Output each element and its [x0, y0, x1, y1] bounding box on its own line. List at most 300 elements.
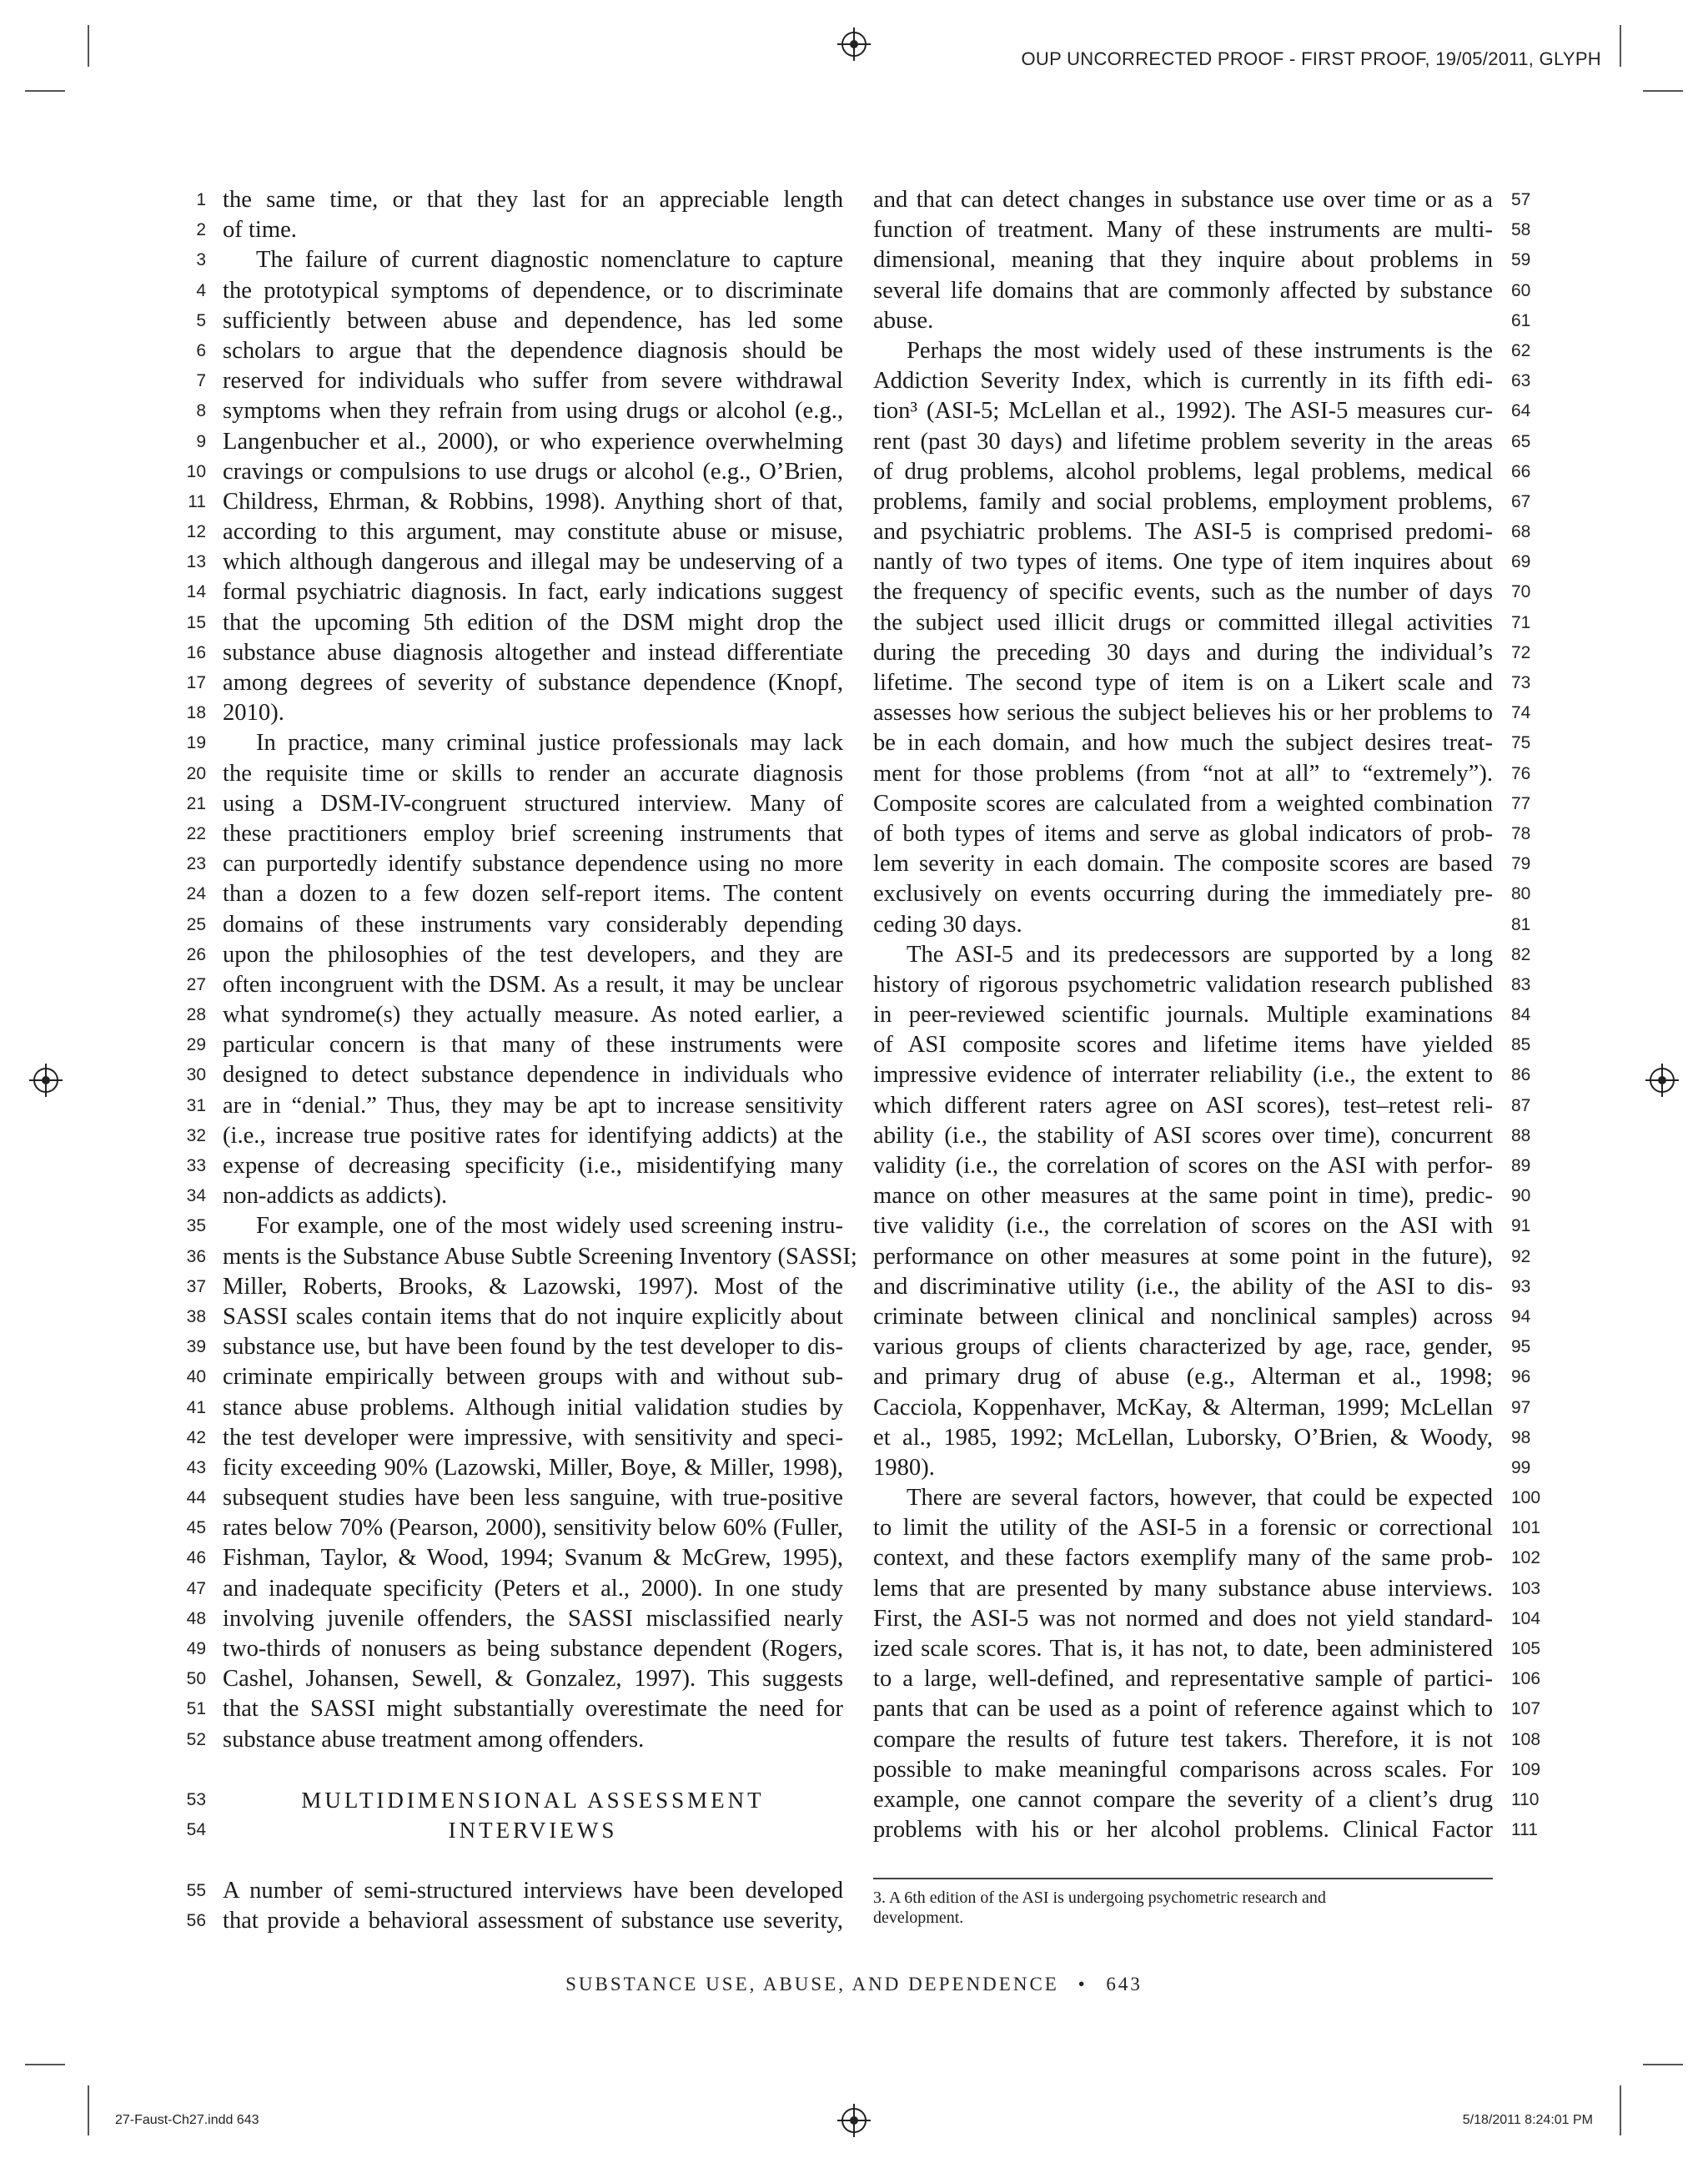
line-number: 28: [186, 1005, 206, 1025]
text-line: [188, 487, 843, 517]
line-number: 69: [1511, 552, 1531, 572]
line-number: 78: [1511, 823, 1531, 843]
line-number: 82: [1511, 944, 1531, 964]
line-number: 44: [186, 1488, 206, 1508]
line-text: lem severity in each domain. The composite scores are based: [873, 851, 1493, 878]
text-line: [186, 1543, 843, 1573]
text-line: [186, 1091, 843, 1121]
text-line: [186, 1906, 843, 1936]
text-line: [186, 1211, 843, 1241]
line-text: be in each domain, and how much the subject desires treat-: [873, 730, 1493, 757]
line-number: 64: [1511, 401, 1531, 421]
registration-mark-right: [1650, 1068, 1675, 1093]
text-line: [873, 1151, 1531, 1181]
line-number: 18: [186, 703, 206, 723]
line-text: criminate between clinical and nonclinical samples) across: [873, 1303, 1493, 1330]
line-text: context, and these factors exemplify many of the same prob-: [873, 1545, 1493, 1572]
line-number: 33: [186, 1156, 206, 1175]
line-number: 43: [186, 1457, 206, 1477]
line-text: Langenbucher et al., 2000), or who experience overwhelming: [223, 428, 843, 455]
line-text: performance on other measures at some point in the future),: [873, 1243, 1493, 1270]
text-line: [186, 1634, 843, 1664]
text-line: [223, 1755, 843, 1785]
line-number: 52: [186, 1729, 206, 1749]
line-text: during the preceding 30 days and during the individual’s: [873, 639, 1493, 666]
line-text: Addiction Severity Index, which is currently in its fifth edi-: [873, 368, 1493, 395]
line-text: the test developer were impressive, with sensitivity and speci-: [223, 1424, 843, 1451]
text-line: [873, 1543, 1541, 1573]
line-text: pants that can be used as a point of reference against which to: [873, 1696, 1493, 1723]
text-line: [186, 698, 843, 728]
text-line: [186, 789, 843, 819]
text-line: [196, 215, 843, 245]
text-line: [873, 1694, 1541, 1724]
line-number: 98: [1511, 1427, 1531, 1447]
text-line: [196, 245, 843, 275]
footnote-rule: [873, 1878, 1493, 1879]
line-text: involving juvenile offenders, the SASSI misclassified nearly: [223, 1605, 843, 1632]
registration-mark-bottom: [841, 2108, 867, 2133]
text-line: [873, 547, 1531, 577]
line-number: 32: [186, 1125, 206, 1145]
line-text: symptoms when they refrain from using drugs or alcohol (e.g.,: [223, 398, 843, 425]
line-text: that the upcoming 5th edition of the DSM might drop the: [223, 609, 843, 636]
line-text: can purportedly identify substance dependence using no more: [223, 851, 843, 878]
line-number: 77: [1511, 793, 1531, 813]
text-line: [873, 608, 1531, 638]
line-text: lifetime. The second type of item is on a Likert scale and: [873, 670, 1493, 696]
line-text: et al., 1985, 1992; McLellan, Luborsky, O’Brien, & Woody,: [873, 1424, 1493, 1451]
text-line: [873, 1332, 1531, 1362]
footer-bullet: •: [1078, 1974, 1088, 1995]
left-column: [186, 185, 857, 1936]
line-number: 75: [1511, 733, 1531, 753]
line-text: The ASI-5 and its predecessors are supported by a long: [907, 941, 1493, 968]
line-number: 101: [1511, 1518, 1541, 1538]
text-line: [186, 759, 843, 789]
line-number: 76: [1511, 763, 1531, 783]
text-line: [186, 457, 843, 487]
line-number: 24: [186, 884, 206, 904]
line-text: lems that are presented by many substance abuse interviews.: [873, 1575, 1493, 1602]
line-number: 50: [186, 1669, 206, 1689]
line-number: 7: [196, 371, 206, 391]
line-number: 35: [186, 1216, 206, 1236]
line-text: ment for those problems (from “not at all” to “extremely”).: [873, 760, 1493, 787]
footnote-line-1: 3. A 6th edition of the ASI is undergoing psychometric research and: [873, 1889, 1326, 1907]
line-text: Composite scores are calculated from a weighted combination: [873, 790, 1493, 817]
text-line: [873, 970, 1531, 1000]
text-line: [186, 1272, 843, 1302]
line-text: among degrees of severity of substance dependence (Knopf,: [223, 670, 843, 696]
line-text: impressive evidence of interrater reliability (i.e., the extent to: [873, 1062, 1493, 1089]
text-line: [186, 1876, 843, 1906]
text-line: [186, 577, 843, 607]
line-text: exclusively on events occurring during the immediately pre-: [873, 881, 1493, 908]
line-number: 79: [1511, 854, 1531, 874]
line-number: 84: [1511, 1005, 1531, 1025]
text-line: [873, 276, 1531, 306]
line-text: of ASI composite scores and lifetime items have yielded: [873, 1032, 1493, 1059]
line-text: Perhaps the most widely used of these instruments is the: [907, 337, 1493, 364]
line-text: than a dozen to a few dozen self-report items. The content: [223, 881, 843, 908]
line-number: 27: [186, 974, 206, 994]
line-text: several life domains that are commonly affected by substance: [873, 277, 1493, 304]
text-line: [873, 759, 1531, 789]
text-line: [186, 879, 843, 909]
line-text: dimensional, meaning that they inquire about problems in: [873, 247, 1493, 274]
line-number: 66: [1511, 461, 1531, 481]
line-number: 58: [1511, 220, 1531, 240]
line-number: 9: [196, 431, 206, 451]
line-text: 2010).: [223, 700, 284, 727]
text-line: [186, 1725, 843, 1755]
line-text: sufficiently between abuse and dependence, has led some: [223, 307, 843, 334]
line-number: 41: [186, 1397, 206, 1417]
line-text: criminate empirically between groups with and without sub-: [223, 1364, 843, 1391]
text-line: [873, 1393, 1531, 1423]
page-number: 643: [1106, 1974, 1143, 1995]
line-text: and inadequate specificity (Peters et al., 2000). In one study: [223, 1575, 843, 1602]
text-line: [873, 1000, 1531, 1030]
crop-mark-right-top: [1643, 90, 1683, 92]
line-number: 4: [196, 280, 206, 300]
text-line: [873, 1060, 1531, 1090]
line-number: 72: [1511, 642, 1531, 662]
line-number: 71: [1511, 612, 1531, 632]
line-number: 8: [196, 401, 206, 421]
text-line: [873, 668, 1531, 698]
line-number: 47: [186, 1578, 206, 1598]
line-number: 88: [1511, 1125, 1531, 1145]
crop-mark-bottom-right: [1620, 2085, 1621, 2135]
footnote-line-2: development.: [873, 1909, 964, 1927]
text-line: [186, 1393, 843, 1423]
line-number: 11: [188, 491, 206, 511]
slug-timestamp: 5/18/2011 8:24:01 PM: [1462, 2113, 1593, 2127]
line-number: 45: [186, 1518, 206, 1538]
line-number: 19: [186, 733, 206, 753]
line-text: non-addicts as addicts).: [223, 1183, 448, 1210]
crop-mark-left-top: [25, 90, 65, 92]
text-line: [873, 336, 1531, 366]
line-text: two-thirds of nonusers as being substance dependent (Rogers,: [223, 1636, 843, 1662]
line-text: particular concern is that many of these instruments were: [223, 1032, 843, 1059]
line-number: 57: [1511, 190, 1531, 209]
text-line: [873, 879, 1531, 909]
text-line: [186, 940, 843, 970]
registration-mark-left: [33, 1068, 58, 1093]
line-number: 55: [186, 1880, 206, 1900]
line-text: problems with his or her alcohol problems. Clinical Factor: [873, 1817, 1493, 1844]
text-line: [873, 728, 1531, 758]
line-text: various groups of clients characterized by age, race, gender,: [873, 1334, 1493, 1361]
line-number: 94: [1511, 1306, 1531, 1326]
text-line: [186, 1513, 843, 1543]
line-number: 21: [186, 793, 206, 813]
line-text: substance use, but have been found by the test developer to dis-: [223, 1334, 843, 1361]
crop-mark-top-left: [88, 25, 89, 67]
line-text: example, one cannot compare the severity of a client’s drug: [873, 1786, 1493, 1813]
line-number: 56: [186, 1910, 206, 1930]
line-number: 111: [1511, 1820, 1538, 1840]
line-text: in peer-reviewed scientific journals. Multiple examinations: [873, 1002, 1493, 1029]
line-text: substance abuse diagnosis altogether and instead differentiate: [223, 639, 843, 666]
text-line: [186, 1030, 843, 1060]
line-text: which different raters agree on ASI scores), test–retest reli-: [873, 1092, 1493, 1119]
text-line: [873, 910, 1531, 940]
line-text: compare the results of future test takers. Therefore, it is not: [873, 1726, 1493, 1753]
text-line: [873, 1785, 1540, 1815]
line-number: 20: [186, 763, 206, 783]
text-line: [186, 1664, 843, 1694]
line-text: the subject used illicit drugs or committed illegal activities: [873, 609, 1493, 636]
line-number: 99: [1511, 1457, 1531, 1477]
text-line: [196, 276, 843, 306]
line-number: 110: [1511, 1789, 1540, 1809]
text-line: [186, 728, 843, 758]
text-line: [186, 1453, 843, 1483]
line-text: domains of these instruments vary considerably depending: [223, 911, 843, 938]
text-line: [186, 668, 843, 698]
text-line: [186, 1121, 843, 1151]
line-number: 68: [1511, 522, 1531, 542]
line-text: SASSI scales contain items that do not inquire explicitly about: [223, 1303, 843, 1330]
text-line: [873, 940, 1531, 970]
line-number: 81: [1511, 914, 1531, 934]
text-line: [196, 396, 843, 426]
line-number: 97: [1511, 1397, 1531, 1417]
line-number: 5: [196, 310, 206, 330]
line-number: 48: [186, 1608, 206, 1628]
line-text: (i.e., increase true positive rates for identifying addicts) at the: [223, 1122, 843, 1149]
line-number: 6: [196, 340, 206, 360]
line-number: 16: [186, 642, 206, 662]
line-text: and psychiatric problems. The ASI-5 is comprised predomi-: [873, 519, 1493, 546]
line-text: Fishman, Taylor, & Wood, 1994; Svanum & McGrew, 1995),: [223, 1545, 843, 1572]
line-text: ments is the Substance Abuse Subtle Screening Inventory (SASSI;: [223, 1243, 857, 1270]
line-number: 46: [186, 1548, 206, 1568]
text-line: [873, 1121, 1531, 1151]
text-line: [873, 427, 1531, 457]
registration-mark-top: [841, 32, 867, 57]
text-line: [873, 245, 1531, 275]
text-line: [873, 819, 1531, 849]
line-number: 80: [1511, 884, 1531, 904]
text-line: [186, 1242, 857, 1272]
crop-mark-top-right: [1620, 25, 1621, 67]
line-number: 54: [186, 1820, 206, 1840]
text-line: [196, 336, 843, 366]
line-number: 59: [1511, 250, 1531, 270]
text-line: [186, 1362, 843, 1392]
text-line: [186, 1060, 843, 1090]
line-text: nantly of two types of items. One type of item inquires about: [873, 549, 1493, 576]
line-text: that the SASSI might substantially overestimate the need for: [223, 1696, 843, 1723]
line-number: 10: [186, 461, 206, 481]
line-text: and discriminative utility (i.e., the ability of the ASI to dis-: [873, 1273, 1493, 1300]
text-line: [873, 487, 1531, 517]
line-text: of time.: [223, 217, 297, 244]
text-line: [186, 1694, 843, 1724]
line-text: rates below 70% (Pearson, 2000), sensitivity below 60% (Fuller,: [223, 1515, 843, 1542]
line-text: MULTIDIMENSIONAL ASSESSMENT: [301, 1787, 765, 1813]
line-text: ficity exceeding 90% (Lazowski, Miller, Boye, & Miller, 1998),: [223, 1454, 843, 1481]
text-line: [873, 1725, 1541, 1755]
line-text: and that can detect changes in substance use over time or as a: [873, 187, 1493, 213]
line-number: 85: [1511, 1035, 1531, 1055]
line-number: 14: [186, 582, 206, 602]
line-text: substance abuse treatment among offenders.: [223, 1726, 645, 1753]
line-text: what syndrome(s) they actually measure. As noted earlier, a: [223, 1002, 843, 1029]
line-number: 70: [1511, 582, 1531, 602]
text-line: [873, 1513, 1541, 1543]
text-line: [186, 910, 843, 940]
line-text: 1980).: [873, 1454, 935, 1481]
line-text: using a DSM-IV-congruent structured interview. Many of: [223, 790, 843, 817]
line-number: 100: [1511, 1488, 1541, 1508]
line-text: which although dangerous and illegal may be undeserving of a: [223, 549, 843, 576]
line-text: In practice, many criminal justice professionals may lack: [256, 730, 843, 757]
line-number: 49: [186, 1639, 206, 1658]
text-line: [186, 1332, 843, 1362]
line-text: tive validity (i.e., the correlation of scores on the ASI with: [873, 1213, 1493, 1240]
text-line: [873, 789, 1531, 819]
text-line: [873, 1453, 1531, 1483]
line-number: 87: [1511, 1095, 1531, 1115]
line-number: 31: [186, 1095, 206, 1115]
line-text: possible to make meaningful comparisons across scales. For: [873, 1756, 1493, 1783]
text-line: [196, 366, 843, 396]
line-number: 67: [1511, 491, 1531, 511]
page-footer: [0, 1974, 1708, 1995]
text-line: [196, 427, 843, 457]
line-number: 3: [196, 250, 206, 270]
line-number: 60: [1511, 280, 1531, 300]
text-line: [186, 819, 843, 849]
line-number: 2: [196, 220, 206, 240]
line-text: Childress, Ehrman, & Robbins, 1998). Anything short of that,: [223, 488, 843, 515]
line-text: rent (past 30 days) and lifetime problem severity in the areas: [873, 428, 1493, 455]
text-line: [186, 1483, 843, 1513]
text-line: [873, 396, 1531, 426]
text-line: [873, 1604, 1541, 1634]
text-line: [873, 1634, 1541, 1664]
text-line: [873, 215, 1531, 245]
line-number: 13: [186, 552, 206, 572]
text-line: [186, 849, 843, 879]
text-line: [186, 1423, 843, 1453]
line-number: 12: [186, 522, 206, 542]
line-number: 102: [1511, 1548, 1541, 1568]
text-line: [873, 849, 1531, 879]
section-heading-line: [186, 1785, 843, 1815]
line-text: formal psychiatric diagnosis. In fact, early indications suggest: [223, 579, 843, 606]
text-line: [873, 1815, 1538, 1845]
crop-mark-left-bottom: [25, 2064, 65, 2065]
line-number: 34: [186, 1186, 206, 1206]
text-line: [186, 638, 843, 668]
line-text: the same time, or that they last for an appreciable length: [223, 187, 843, 213]
crop-mark-right-bottom: [1643, 2064, 1683, 2065]
text-line: [186, 970, 843, 1000]
text-line: [186, 517, 843, 547]
text-line: [223, 1845, 843, 1875]
text-line: [196, 306, 843, 336]
section-heading-line: [186, 1815, 843, 1845]
line-text: There are several factors, however, that could be expected: [907, 1485, 1493, 1512]
line-number: 103: [1511, 1578, 1541, 1598]
text-line: [873, 1242, 1531, 1272]
text-line: [873, 1030, 1531, 1060]
line-text: validity (i.e., the correlation of scores on the ASI with perfor-: [873, 1153, 1493, 1179]
line-text: ceding 30 days.: [873, 911, 1022, 938]
text-line: [186, 1604, 843, 1634]
line-text: cravings or compulsions to use drugs or alcohol (e.g., O’Brien,: [223, 458, 843, 485]
right-column: [873, 185, 1541, 1845]
line-text: of drug problems, alcohol problems, legal problems, medical: [873, 458, 1493, 485]
line-number: 26: [186, 944, 206, 964]
text-line: [186, 1151, 843, 1181]
line-number: 95: [1511, 1337, 1531, 1357]
line-text: ized scale scores. That is, it has not, to date, been administered: [873, 1636, 1493, 1662]
text-line: [873, 1211, 1531, 1241]
line-number: 62: [1511, 340, 1531, 360]
line-text: and primary drug of abuse (e.g., Alterman et al., 1998;: [873, 1364, 1493, 1391]
line-number: 15: [186, 612, 206, 632]
line-text: according to this argument, may constitute abuse or misuse,: [223, 519, 843, 546]
text-line: [873, 1362, 1531, 1392]
line-text: upon the philosophies of the test developers, and they are: [223, 941, 843, 968]
line-text: to limit the utility of the ASI-5 in a forensic or correctional: [873, 1515, 1493, 1542]
line-text: mance on other measures at the same point in time), predic-: [873, 1183, 1493, 1210]
line-text: ability (i.e., the stability of ASI scores over time), concurrent: [873, 1122, 1493, 1149]
line-number: 96: [1511, 1367, 1531, 1387]
line-number: 90: [1511, 1186, 1531, 1206]
line-text: the prototypical symptoms of dependence, or to discriminate: [223, 277, 843, 304]
proof-header: OUP UNCORRECTED PROOF - FIRST PROOF, 19/05/2011, GLYPH: [1021, 48, 1601, 69]
line-number: 30: [186, 1065, 206, 1085]
line-number: 104: [1511, 1608, 1541, 1628]
text-line: [196, 185, 843, 215]
line-number: 108: [1511, 1729, 1541, 1749]
text-line: [873, 698, 1531, 728]
text-line: [873, 517, 1531, 547]
line-number: 86: [1511, 1065, 1531, 1085]
crop-mark-bottom-left: [88, 2085, 89, 2135]
text-line: [873, 1091, 1531, 1121]
line-number: 1: [196, 190, 206, 209]
line-number: 105: [1511, 1639, 1541, 1658]
line-number: 63: [1511, 371, 1531, 391]
text-line: [873, 1272, 1531, 1302]
line-text: INTERVIEWS: [448, 1818, 618, 1844]
text-line: [186, 1000, 843, 1030]
line-text: problems, family and social problems, employment problems,: [873, 488, 1493, 515]
line-text: scholars to argue that the dependence diagnosis should be: [223, 337, 843, 364]
line-number: 89: [1511, 1156, 1531, 1175]
line-text: function of treatment. Many of these instruments are multi-: [873, 217, 1493, 244]
line-number: 23: [186, 854, 206, 874]
text-line: [873, 1181, 1531, 1211]
line-number: 73: [1511, 673, 1531, 692]
text-line: [186, 1302, 843, 1332]
line-number: 109: [1511, 1759, 1541, 1779]
line-number: 61: [1511, 310, 1531, 330]
line-text: to a large, well-defined, and representative sample of partici-: [873, 1666, 1493, 1693]
text-line: [873, 1423, 1531, 1453]
line-text: Cacciola, Koppenhaver, McKay, & Alterman, 1999; McLellan: [873, 1394, 1493, 1421]
